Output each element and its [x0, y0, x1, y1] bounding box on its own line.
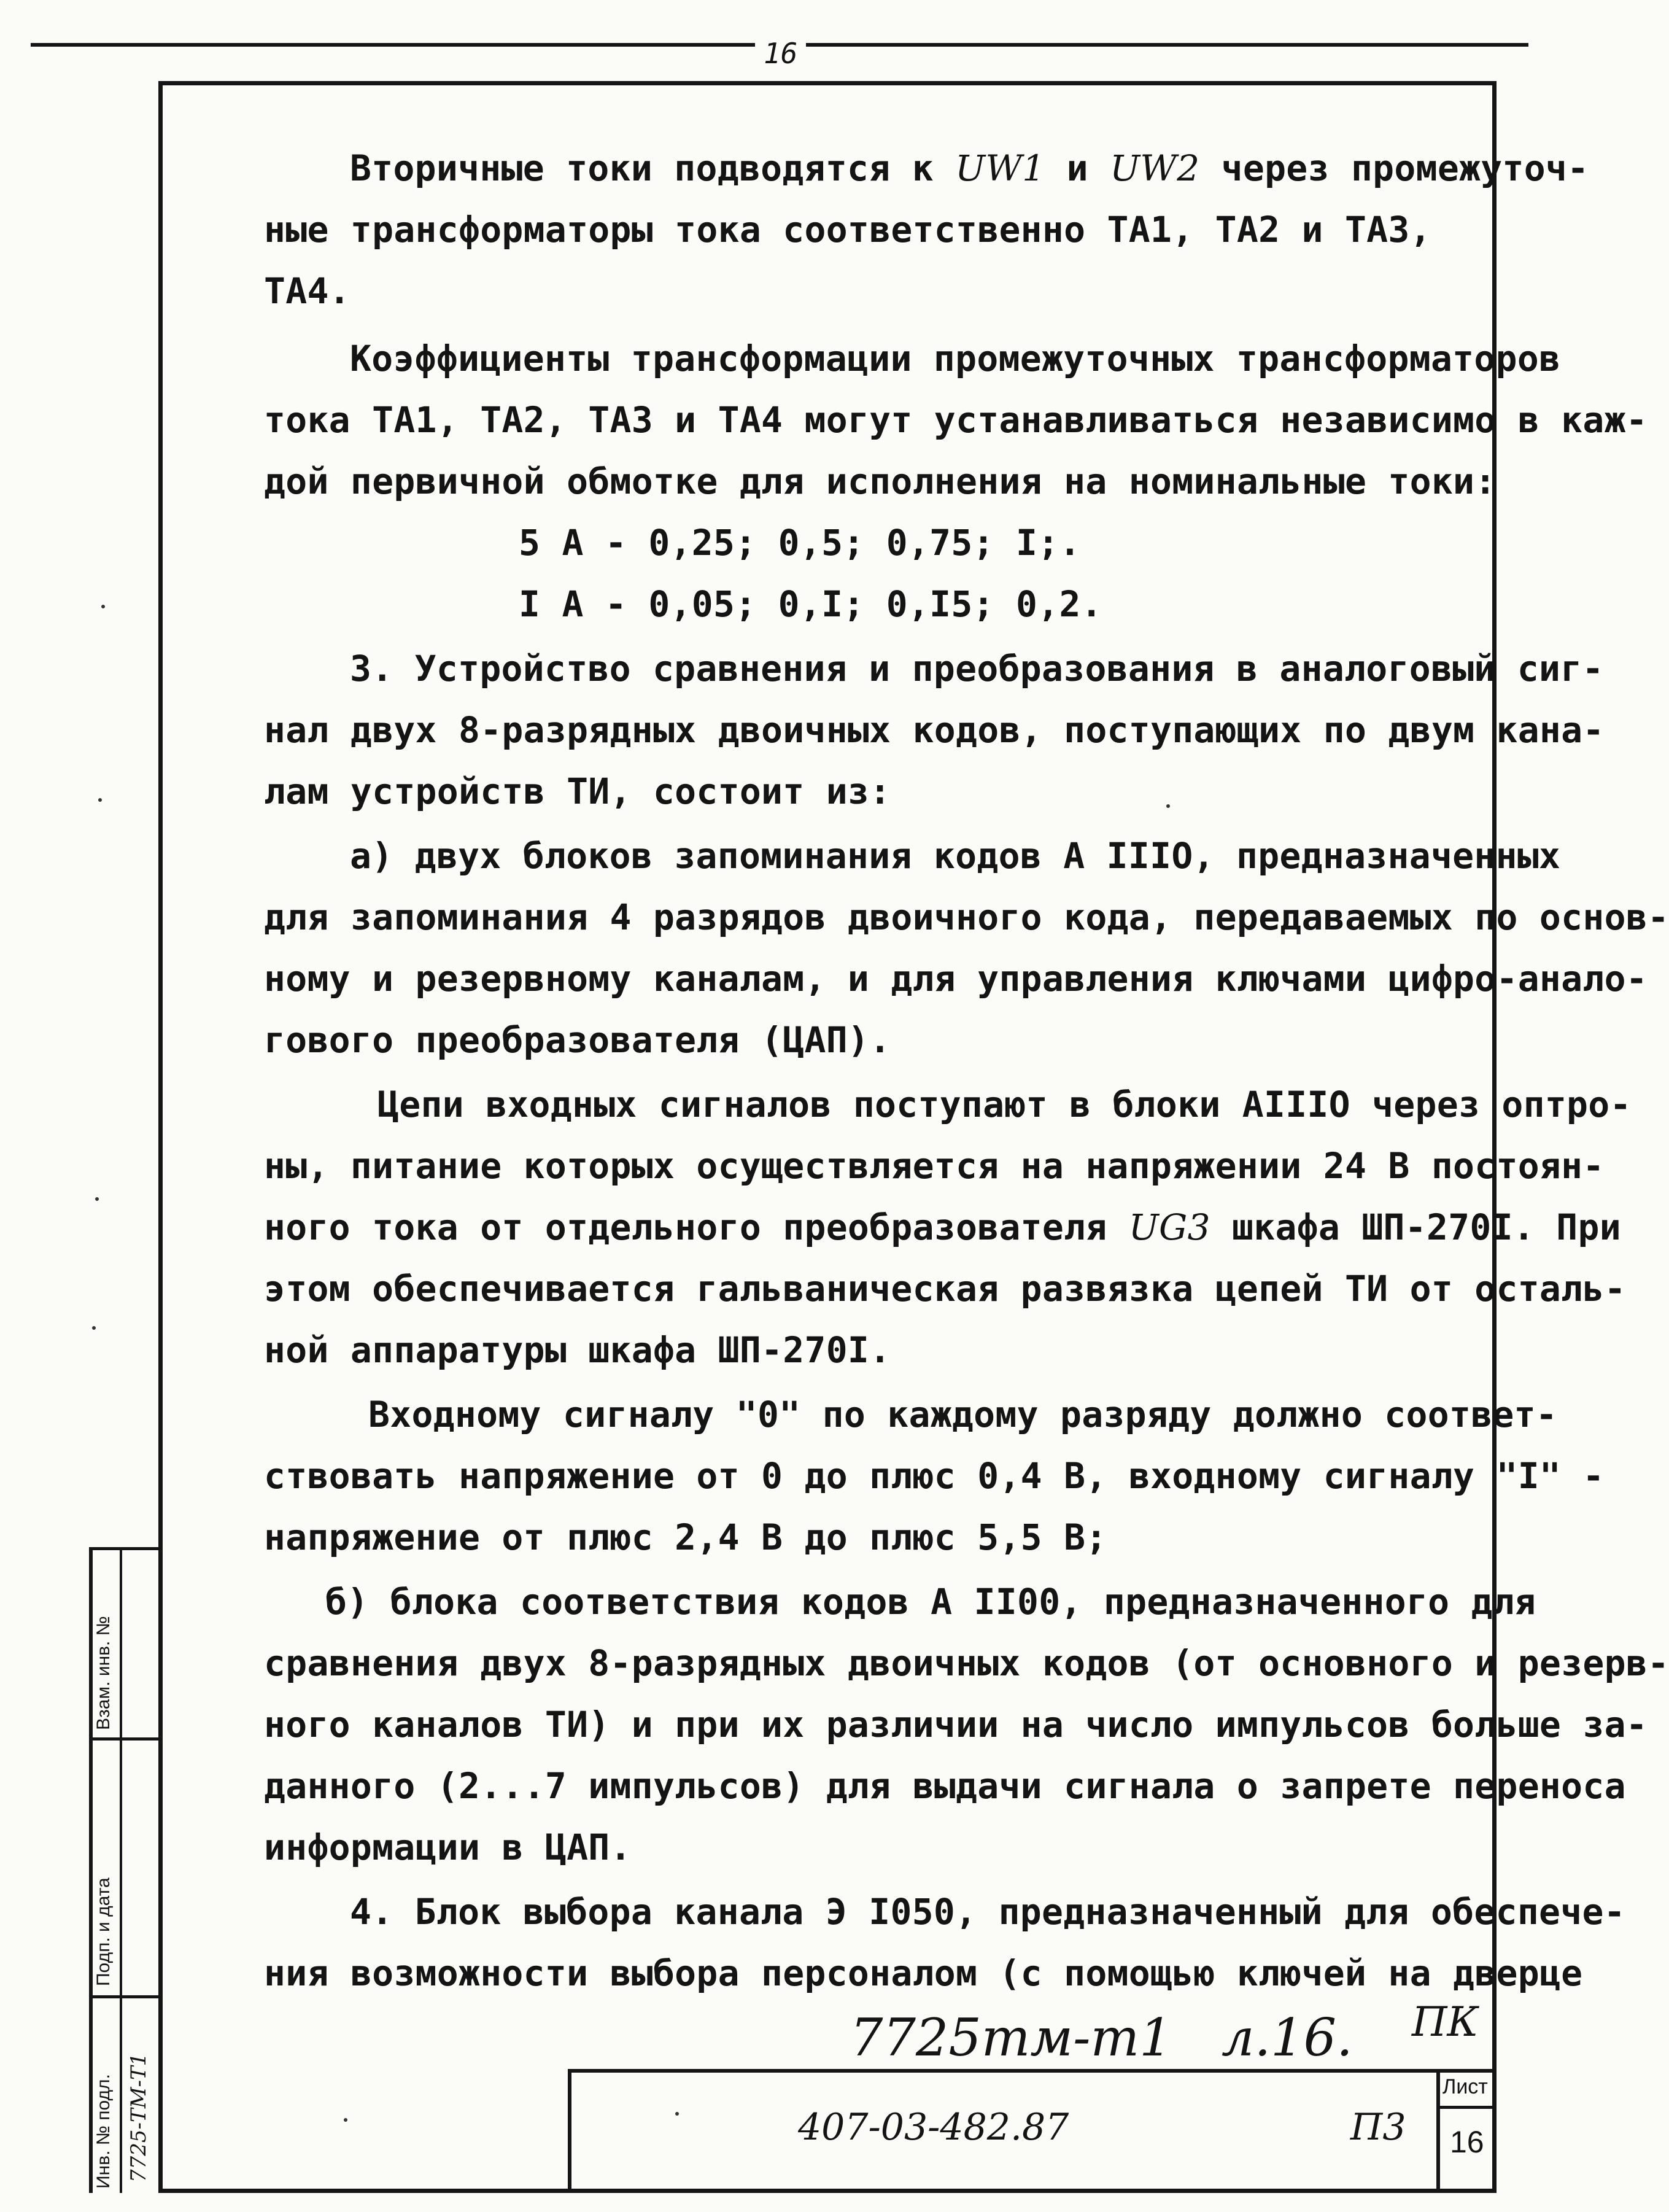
text-segment: информации в ЦАП.	[264, 1826, 632, 1868]
text-line	[264, 1516, 1107, 1558]
page-number-top: 16	[755, 37, 806, 70]
text-line	[264, 1704, 1648, 1745]
text-segment: и	[1045, 147, 1110, 189]
handwritten-designation: UW2	[1110, 147, 1200, 189]
text-line	[264, 1765, 1626, 1807]
text-line	[264, 709, 1605, 751]
side-stamp-outer-border	[89, 1547, 93, 2193]
text-line	[264, 770, 891, 812]
text-segment: для запоминания 4 разрядов двоичного кода, передаваемых по основ-	[264, 896, 1669, 938]
text-segment: напряжение от плюс 2,4 В до плюс 5,5 В;	[264, 1516, 1107, 1558]
text-segment: ствовать напряжение от 0 до плюс 0,4 В, входному сигналу "I" -	[264, 1455, 1605, 1497]
text-segment: Вторичные токи подводятся к	[350, 147, 956, 189]
text-segment: тока ТА1, ТА2, ТА3 и ТА4 могут устанавливаться независимо в каж-	[264, 399, 1648, 441]
text-line	[264, 958, 1648, 999]
sheet-label: Лист	[1442, 2075, 1488, 2098]
text-segment: ТА4.	[264, 270, 350, 312]
sheet-cell-divider	[1436, 2106, 1497, 2109]
text-segment: гового преобразователя (ЦАП).	[264, 1019, 891, 1061]
text-segment: ные трансформаторы тока соответственно ТА1, ТА2 и ТА3,	[264, 209, 1431, 250]
text-line	[264, 1206, 1621, 1248]
inv-no-value: 7725-ТМ-Т1	[126, 2052, 151, 2183]
side-stamp-divider-1	[89, 1737, 161, 1740]
text-line	[264, 1455, 1605, 1497]
text-segment: ного каналов ТИ) и при их различии на число импульсов больше за-	[264, 1704, 1648, 1745]
text-line	[264, 399, 1648, 441]
text-segment: лам устройств ТИ, состоит из:	[264, 770, 891, 812]
text-segment: ния возможности выбора персоналом (с помощью ключей на дверце	[264, 1952, 1583, 1994]
doc-section: П3	[1350, 2106, 1406, 2149]
scan-speck	[675, 2112, 679, 2116]
text-line	[378, 1084, 1632, 1125]
text-line	[264, 1268, 1626, 1310]
text-line	[350, 835, 1560, 877]
side-stamp-divider-2	[89, 1995, 161, 1998]
text-line	[519, 522, 1081, 564]
text-line	[264, 1952, 1582, 1994]
handwritten-initials: ПК	[1412, 1998, 1479, 2046]
text-line	[264, 1019, 891, 1061]
text-line	[350, 338, 1560, 379]
text-line	[264, 209, 1431, 250]
side-stamp-top-border	[89, 1547, 161, 1550]
text-segment: ному и резервному каналам, и для управления ключами цифро-анало-	[264, 958, 1648, 999]
text-segment: сравнения двух 8-разрядных двоичных кодов (от основного и резерв-	[264, 1642, 1669, 1684]
scan-speck	[1166, 804, 1170, 808]
text-segment: Коэффициенты трансформации промежуточных трансформаторов	[350, 338, 1561, 379]
scan-speck	[95, 1197, 99, 1201]
scan-speck	[98, 798, 102, 802]
doc-number: 407-03-482.87	[798, 2106, 1069, 2149]
text-segment: 4. Блок выбора канала Э I050, предназначенный для обеспече-	[350, 1891, 1625, 1933]
text-segment: 5 А - 0,25; 0,5; 0,75; I;.	[519, 522, 1081, 564]
text-line	[519, 583, 1102, 625]
handwritten-sheet: л.16.	[1222, 2008, 1353, 2068]
replace-inv-label: Взам. инв. №	[93, 1616, 114, 1730]
handwritten-designation: UG3	[1128, 1206, 1210, 1248]
scan-speck	[101, 605, 105, 608]
text-line	[264, 1826, 632, 1868]
handwritten-designation: UW1	[955, 147, 1045, 189]
text-line	[264, 460, 1496, 502]
text-line	[325, 1581, 1536, 1623]
sheet-cell-border	[1436, 2069, 1440, 2193]
text-segment: 3. Устройство сравнения и преобразования в аналоговый сиг-	[350, 648, 1604, 689]
text-line	[264, 1145, 1605, 1187]
handwritten-code: 7725тм-т1	[850, 2008, 1172, 2068]
title-block-left-border	[568, 2069, 571, 2193]
text-line	[368, 1394, 1557, 1435]
text-segment: данного (2...7 импульсов) для выдачи сигнала о запрете переноса	[264, 1765, 1626, 1807]
sign-date-label: Подп. и дата	[93, 1877, 114, 1986]
text-line	[350, 147, 1589, 189]
text-segment: ны, питание которых осуществляется на напряжении 24 В постоян-	[264, 1145, 1605, 1187]
text-line	[350, 648, 1604, 689]
scan-speck	[344, 2118, 347, 2122]
text-segment: а) двух блоков запоминания кодов А IIIO, предназначенных	[350, 835, 1561, 877]
text-segment: I А - 0,05; 0,I; 0,I5; 0,2.	[519, 583, 1102, 625]
text-segment: нал двух 8-разрядных двоичных кодов, поступающих по двум кана-	[264, 709, 1605, 751]
side-stamp-inner-border	[120, 1547, 122, 2193]
sheet-number: 16	[1450, 2125, 1484, 2159]
text-segment: через промежуточ-	[1199, 147, 1589, 189]
text-segment: дой первичной обмотке для исполнения на номинальные токи:	[264, 460, 1497, 502]
text-segment: Цепи входных сигналов поступают в блоки АIIIO через оптро-	[378, 1084, 1632, 1125]
text-segment: ного тока от отдельного преобразователя	[264, 1206, 1129, 1248]
title-block-top-border	[568, 2069, 1497, 2073]
scan-speck	[92, 1326, 96, 1330]
text-segment: шкафа ШП-270I. При	[1210, 1206, 1621, 1248]
text-line	[264, 1329, 891, 1371]
text-line	[264, 896, 1669, 938]
inv-no-label: Инв. № подл.	[93, 2074, 114, 2189]
text-segment: б) блока соответствия кодов А II00, предназначенного для	[325, 1581, 1536, 1623]
text-segment: ной аппаратуры шкафа ШП-270I.	[264, 1329, 891, 1371]
text-line	[350, 1891, 1625, 1933]
text-segment: этом обеспечивается гальваническая развязка цепей ТИ от осталь-	[264, 1268, 1626, 1310]
page-frame	[158, 81, 1497, 2193]
text-line	[264, 270, 350, 312]
text-segment: Входному сигналу "0" по каждому разряду должно соответ-	[368, 1394, 1558, 1435]
text-line	[264, 1642, 1669, 1684]
